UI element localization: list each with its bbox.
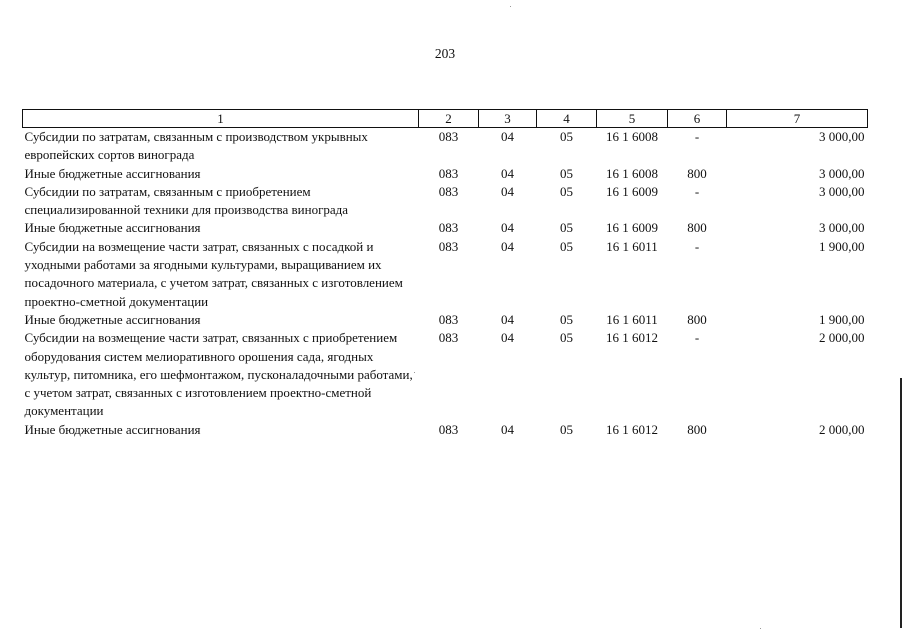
row-section: 04 (501, 183, 514, 199)
row-section: 04 (501, 165, 514, 181)
scan-speck (510, 6, 511, 7)
budget-table (22, 109, 868, 439)
row-code: 083 (438, 129, 459, 144)
row-name: Иные бюджетные ассигнования (24, 311, 201, 327)
row-name: Субсидии на возмещение части затрат, связанных с посадкой и уходными работами за ягодными культурами, выращиванием их посадочного материала, с учетом затрат, связанных с изготовлением проектно-сметной документации (24, 238, 403, 309)
row-expense-type: - (694, 330, 700, 346)
row-amount: 3 000,00 (819, 220, 865, 236)
row-expense-type: 800 (687, 421, 707, 437)
row-subsection: 05 (560, 311, 573, 327)
row-target-code: 16 1 6008 (606, 165, 658, 181)
row-amount: 1 900,00 (819, 238, 865, 254)
row-target-code: 16 1 6011 (606, 238, 658, 254)
row-name: Субсидии по затратам, связанным с производством укрывных европейских сортов винограда (24, 129, 368, 163)
row-expense-type: 800 (687, 311, 707, 327)
row-target-code: 16 1 6009 (606, 183, 658, 199)
row-code: 083 (438, 311, 459, 327)
row-code: 083 (438, 238, 459, 254)
row-subsection: 05 (560, 421, 573, 437)
scan-edge-line (900, 378, 902, 628)
row-subsection: 05 (560, 330, 573, 346)
header-col-6: 6 (668, 110, 727, 128)
row-amount: 1 900,00 (819, 311, 865, 327)
row-subsection: 05 (560, 165, 573, 181)
row-name: Иные бюджетные ассигнования (24, 220, 201, 236)
header-col-5: 5 (597, 110, 668, 128)
row-subsection: 05 (560, 183, 573, 199)
row-target-code: 16 1 6012 (606, 330, 658, 346)
scan-speck (760, 628, 761, 629)
row-section: 04 (501, 330, 514, 346)
row-name: Иные бюджетные ассигнования (24, 421, 201, 437)
row-subsection: 05 (560, 238, 573, 254)
row-section: 04 (501, 220, 514, 236)
row-code: 083 (438, 330, 459, 346)
row-subsection: 05 (560, 129, 573, 144)
row-name: Иные бюджетные ассигнования (24, 165, 201, 181)
row-name: Субсидии по затратам, связанным с приобретением специализированной техники для производства винограда (24, 183, 349, 218)
header-col-1: 1 (23, 110, 419, 128)
table-row (23, 128, 868, 165)
row-amount: 3 000,00 (819, 129, 865, 144)
row-amount: 2 000,00 (819, 330, 865, 346)
row-target-code: 16 1 6012 (606, 421, 658, 437)
row-section: 04 (501, 238, 514, 254)
row-expense-type: - (694, 238, 700, 254)
scan-speck (414, 372, 415, 373)
row-section: 04 (501, 129, 514, 144)
header-col-4: 4 (537, 110, 597, 128)
row-code: 083 (438, 165, 459, 181)
row-expense-type: 800 (687, 165, 707, 181)
row-target-code: 16 1 6008 (606, 129, 658, 144)
row-section: 04 (501, 311, 514, 327)
header-col-3: 3 (479, 110, 537, 128)
table-row (23, 329, 868, 420)
row-code: 083 (438, 183, 459, 199)
header-col-2: 2 (419, 110, 479, 128)
row-expense-type: - (694, 129, 700, 144)
table-row (23, 311, 868, 329)
table-row (23, 183, 868, 220)
row-amount: 2 000,00 (819, 421, 865, 437)
row-amount: 3 000,00 (819, 165, 865, 181)
row-target-code: 16 1 6009 (606, 220, 658, 236)
table-row (23, 421, 868, 439)
page-number: 203 (434, 46, 456, 61)
table-row (23, 165, 868, 183)
row-subsection: 05 (560, 220, 573, 236)
table-row (23, 238, 868, 311)
row-code: 083 (438, 421, 459, 437)
row-name: Субсидии на возмещение части затрат, связанных с приобретением оборудования систем мелиоративного орошения сада, ягодных культур, питомника, его шефмонтажом, пусконаладочными работами, с учетом затрат, связанных с изготовлением проектно-сметной документации (24, 330, 413, 419)
row-amount: 3 000,00 (819, 183, 865, 199)
row-target-code: 16 1 6011 (606, 311, 658, 327)
row-code: 083 (438, 220, 459, 236)
table-row (23, 219, 868, 237)
row-expense-type: 800 (687, 220, 707, 236)
row-section: 04 (501, 421, 514, 437)
header-col-7: 7 (727, 110, 868, 128)
table-header-row (23, 110, 868, 128)
row-expense-type: - (694, 183, 700, 199)
